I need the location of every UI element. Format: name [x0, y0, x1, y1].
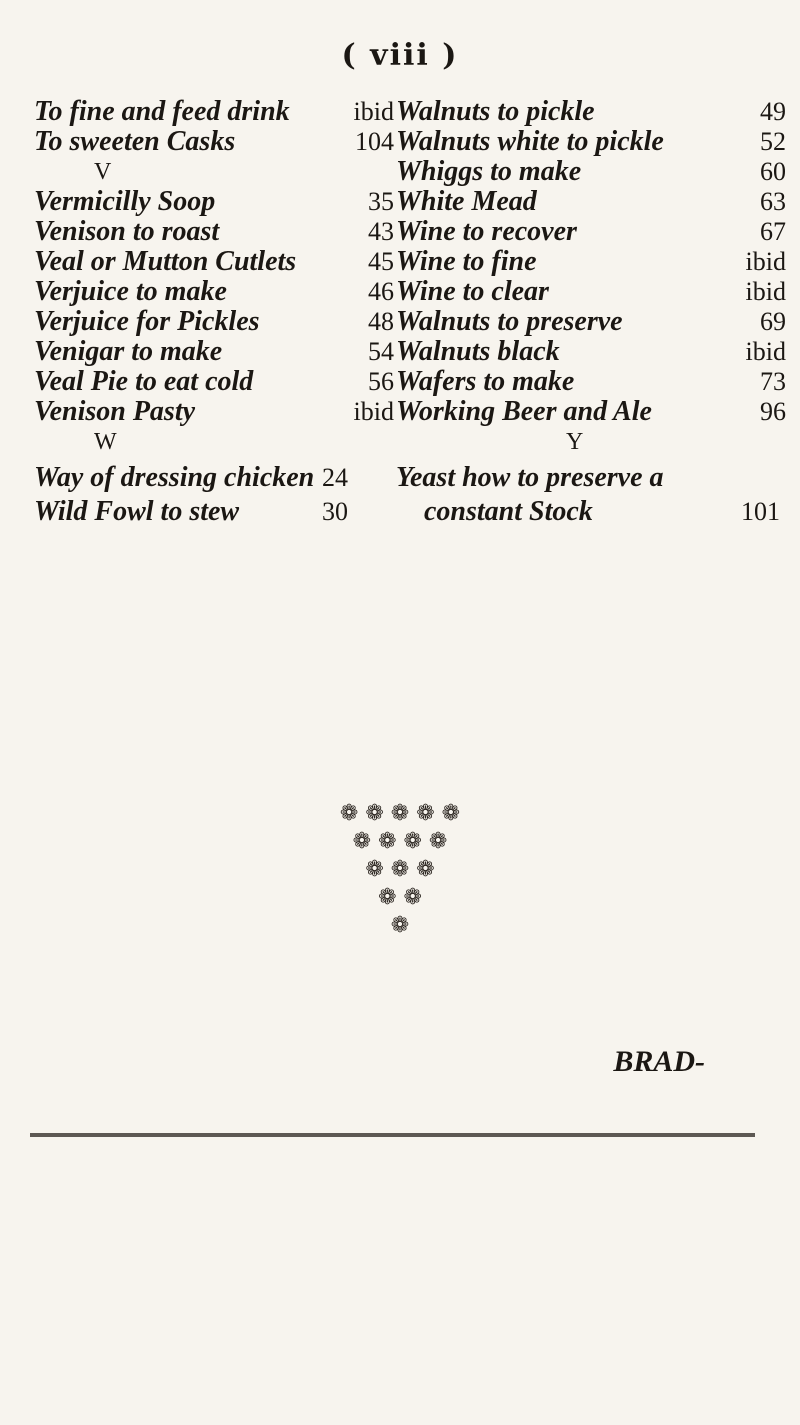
- section-letter-text: Y: [566, 429, 584, 455]
- catchword: BRAD-: [613, 1045, 705, 1078]
- index-entry-page: 43: [368, 217, 394, 246]
- index-entry-text: Venison to roast: [34, 216, 220, 247]
- index-entry-page: 101: [741, 497, 780, 526]
- index-left-column: [34, 97, 394, 457]
- section-letter: [34, 427, 394, 457]
- index-entry: [396, 97, 786, 127]
- index-entry-page: 35: [368, 187, 394, 216]
- index-entry-text: Verjuice for Pickles: [34, 306, 260, 337]
- fleuron-ornament: [0, 800, 800, 940]
- index-entry-text: To fine and feed drink: [34, 96, 290, 127]
- index-entry-text: Walnuts white to pickle: [396, 126, 664, 157]
- index-entry-text: Wafers to make: [396, 366, 575, 397]
- index-entry-page: ibid: [745, 337, 786, 366]
- index-entry: [396, 127, 786, 157]
- index-entry-page: 67: [760, 217, 786, 246]
- bottom-row: [34, 497, 786, 531]
- index-entry: [34, 127, 394, 157]
- index-entry-text: Wild Fowl to stew: [34, 496, 240, 527]
- index-entry-text: Verjuice to make: [34, 276, 227, 307]
- index-entry-page: 52: [760, 127, 786, 156]
- index-entry-page: 96: [760, 397, 786, 426]
- section-letter-text: V: [94, 159, 112, 185]
- index-entry-page: 45: [368, 247, 394, 276]
- index-entry-page: 104: [355, 127, 394, 156]
- index-entry-page: 24: [322, 463, 348, 492]
- index-entry: [34, 397, 394, 427]
- index-entry-text: Yeast how to preserve a: [396, 462, 664, 493]
- index-entry-text: Venison Pasty: [34, 396, 196, 427]
- index-entry: [396, 337, 786, 367]
- index-entry-text: Wine to recover: [396, 216, 577, 247]
- index-entry-text: Whiggs to make: [396, 156, 582, 187]
- index-entry: [34, 337, 394, 367]
- index-entry: [34, 307, 394, 337]
- index-entry-page: ibid: [745, 277, 786, 306]
- index-entry-text: White Mead: [396, 186, 537, 217]
- index-entry: [34, 217, 394, 247]
- index-entry-page: 48: [368, 307, 394, 336]
- index-entry-page: 69: [760, 307, 786, 336]
- index-entry-text: Working Beer and Ale: [396, 396, 652, 427]
- index-entry-page: 73: [760, 367, 786, 396]
- ornament-line: ❁ ❁ ❁ ❁ ❁: [339, 801, 461, 826]
- index-entry: [34, 367, 394, 397]
- bottom-rule: [30, 1133, 755, 1137]
- index-entry-page: 56: [368, 367, 394, 396]
- index-entry: [396, 217, 786, 247]
- index-entry-page: ibid: [353, 397, 394, 426]
- page-number: ( viii ): [341, 38, 459, 73]
- ornament-line: ❁ ❁ ❁: [365, 857, 435, 882]
- index-entry-page: 30: [322, 497, 348, 526]
- index-entry: [396, 247, 786, 277]
- index-entry: [396, 277, 786, 307]
- index-entry-text: Venigar to make: [34, 336, 223, 367]
- index-entry: [34, 247, 394, 277]
- index-entry-text: Way of dressing chicken: [34, 462, 315, 493]
- index-entry-text: Vermicilly Soop: [34, 186, 216, 217]
- index-entry: [34, 97, 394, 127]
- index-entry-text: Walnuts black: [396, 336, 560, 367]
- section-letter: [34, 157, 394, 187]
- index-entry-text: To sweeten Casks: [34, 126, 236, 157]
- ornament-line: ❁ ❁ ❁ ❁: [352, 829, 448, 854]
- index-entry: [396, 187, 786, 217]
- ornament-line: ❁: [390, 913, 410, 938]
- index-entry: [396, 397, 786, 427]
- index-entry-page: 63: [760, 187, 786, 216]
- index-entry-page: ibid: [353, 97, 394, 126]
- section-letter: [396, 427, 786, 457]
- index-entry-text: Walnuts to preserve: [396, 306, 623, 337]
- index-entry: [34, 277, 394, 307]
- index-entry: [34, 187, 394, 217]
- index-bottom-rows: [34, 463, 786, 531]
- section-letter-text: W: [94, 429, 117, 455]
- index-entry: [396, 307, 786, 337]
- index-entry-text: Wine to fine: [396, 246, 537, 277]
- index-entry: [396, 367, 786, 397]
- index-entry-page: 60: [760, 157, 786, 186]
- index-entry-page: 49: [760, 97, 786, 126]
- index-entry-text: constant Stock: [424, 496, 593, 527]
- ornament-line: ❁ ❁: [378, 885, 422, 910]
- index-entry: [396, 157, 786, 187]
- index-entry-text: Walnuts to pickle: [396, 96, 595, 127]
- index-entry-text: Wine to clear: [396, 276, 549, 307]
- index-entry-page: ibid: [745, 247, 786, 276]
- index-entry-text: Veal Pie to eat cold: [34, 366, 254, 397]
- bottom-row: [34, 463, 786, 497]
- index-entry-text: Veal or Mutton Cutlets: [34, 246, 297, 277]
- index-entry-page: 46: [368, 277, 394, 306]
- index-entry-page: 54: [368, 337, 394, 366]
- index-right-column: [396, 97, 786, 457]
